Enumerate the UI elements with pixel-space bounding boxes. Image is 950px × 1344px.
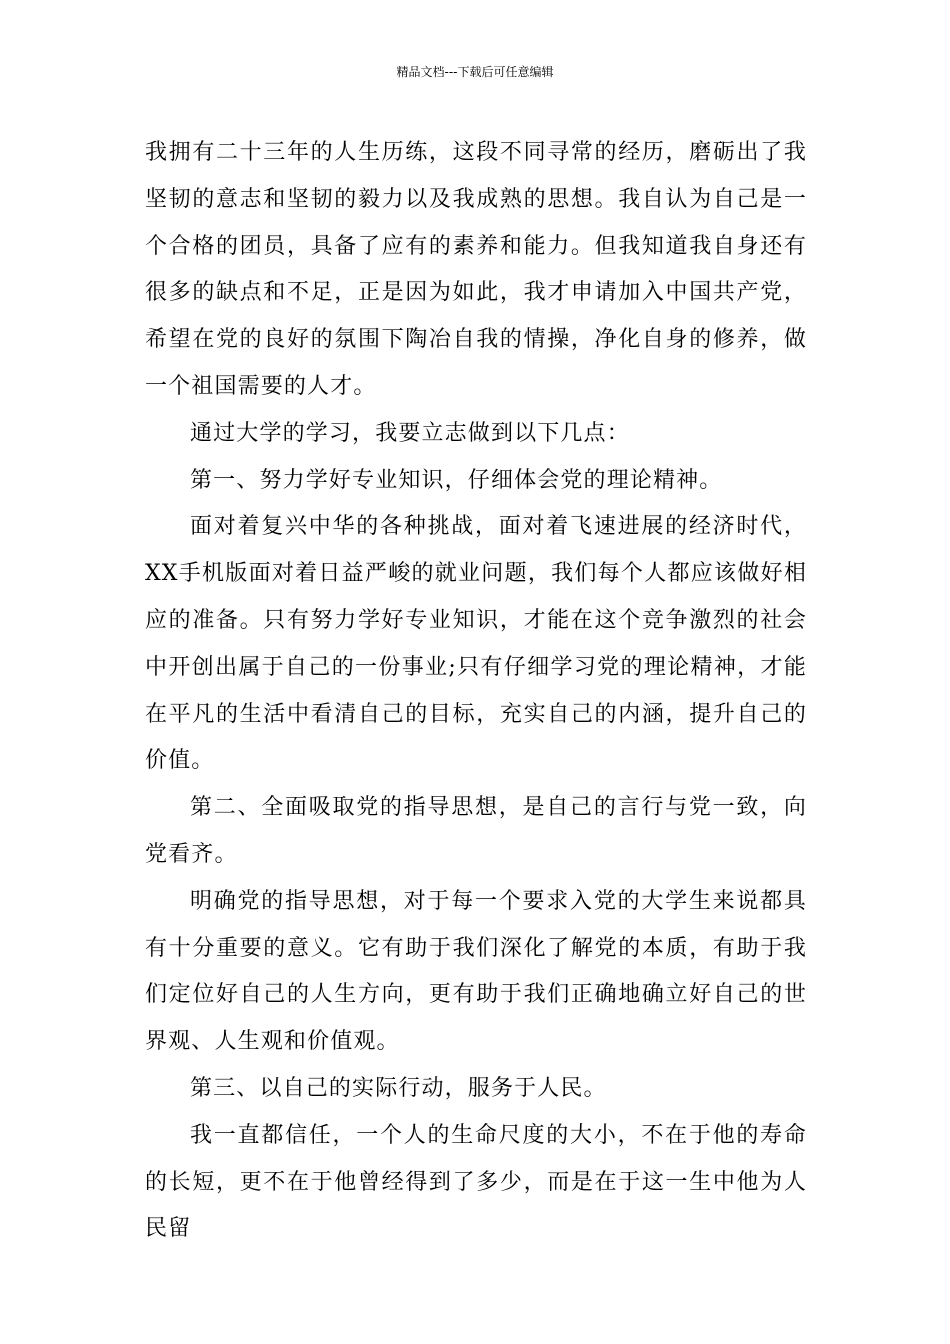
- paragraph-goals-lead: 通过大学的学习，我要立志做到以下几点：: [190, 420, 630, 446]
- paragraph-point-three-heading: 第三、以自己的实际行动，服务于人民。: [190, 1075, 607, 1101]
- paragraph-intro: 我拥有二十三年的人生历练，这段不同寻常的经历，磨砺出了我坚韧的意志和坚韧的毅力以及我成熟的思想。我自认为自己是一个合格的团员，具备了应有的素养和能力。但我知道我自身还有很多的缺点和不足，正是因为如此，我才申请加入中国共产党，希望在党的良好的氛围下陶冶自我的情操，净化自身的修养，做一个祖国需要的人才。: [145, 140, 807, 399]
- document-body: [145, 130, 807, 1253]
- paragraph-point-two-body: 明确党的指导思想，对于每一个要求入党的大学生来说都具有十分重要的意义。它有助于我们深化了解党的本质，有助于我们定位好自己的人生方向，更有助于我们正确地确立好自己的世界观、人生观和价值观。: [145, 888, 807, 1055]
- paragraph-point-one-body: 面对着复兴中华的各种挑战，面对着飞速进展的经济时代，XX手机版面对着日益严峻的就业问题，我们每个人都应该做好相应的准备。只有努力学好专业知识，才能在这个竞争激烈的社会中开创出属于自己的一份事业;只有仔细学习党的理论精神，才能在平凡的生活中看清自己的目标，充实自己的内涵，提升自己的价值。: [145, 514, 807, 774]
- paragraph-point-three-body: 我一直都信任，一个人的生命尺度的大小，不在于他的寿命的长短，更不在于他曾经得到了多少，而是在于这一生中他为人民留: [145, 1122, 807, 1242]
- paragraph-point-one-heading: 第一、努力学好专业知识，仔细体会党的理论精神。: [190, 467, 723, 493]
- paragraph-point-two-heading: 第二、全面吸取党的指导思想，是自己的言行与党一致，向党看齐。: [145, 795, 807, 867]
- page-header: 精品文档---下载后可任意编辑: [396, 65, 554, 79]
